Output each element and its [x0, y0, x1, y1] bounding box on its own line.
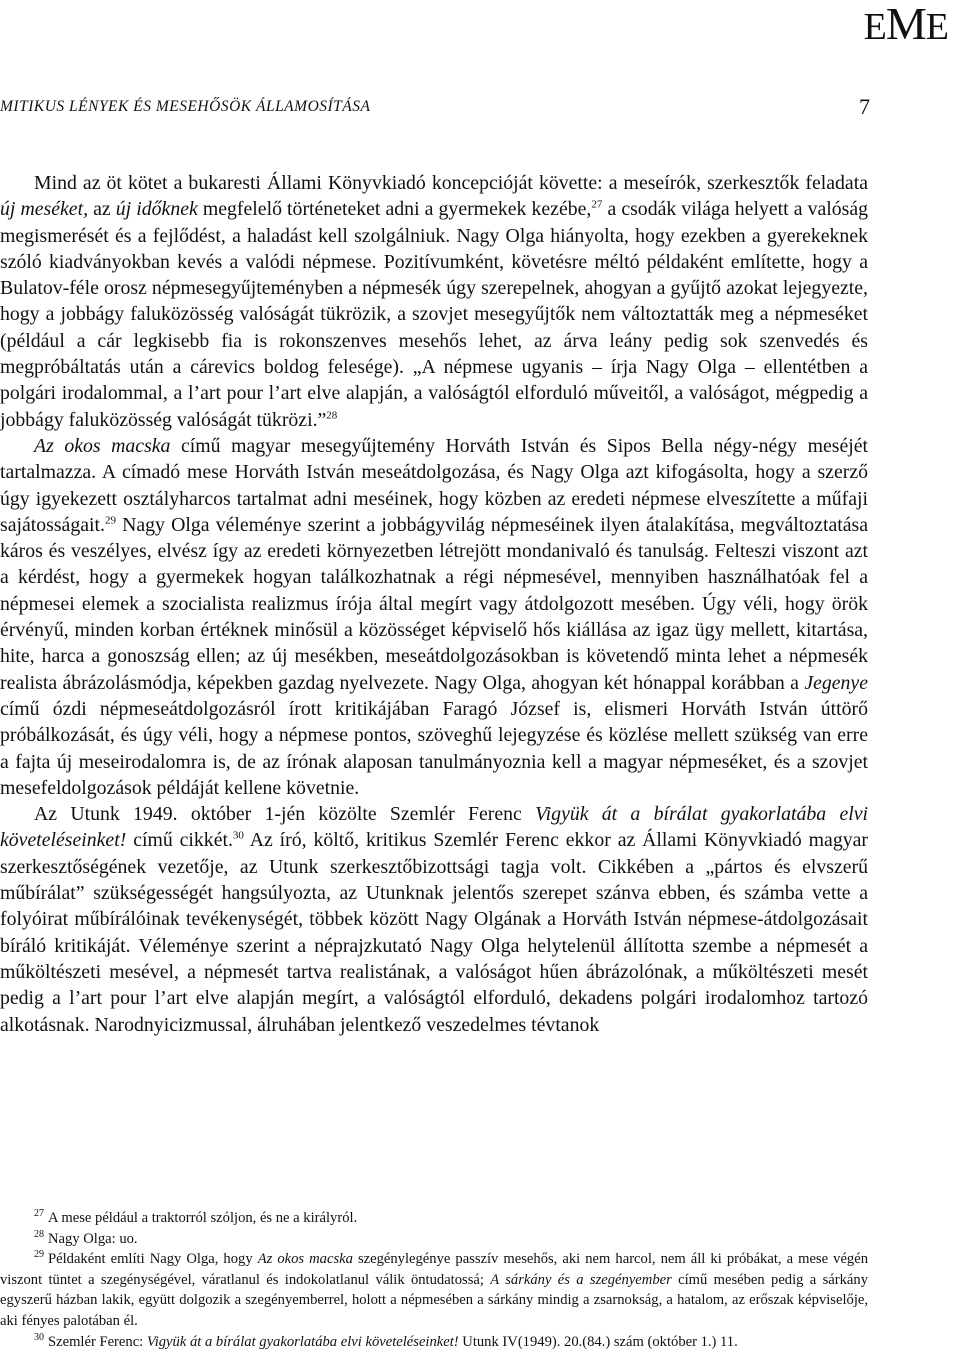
page-number: 7 [859, 94, 870, 119]
footnote-ref-27[interactable]: 27 [591, 198, 603, 211]
footnote-29: $^{29}$ Példaként említi Nagy Olga, hogy Az okos macska szegénylegénye passzív mesehős, aki nem harcol, nem áll ki próbákat, a mese végén viszont tüntet a szegénységével, váratlanul és indokolatlanul válik öntudatossá; A sárkány és a szegényember című mesében pedig a sárkány egyszerű házban lakik, együtt dolgozik a szegényemberrel, holott a népmesében a sárkány mindig a zsarnokság, a hatalom, az erőszak képviselője, aki fényes palotában él. [0, 1249, 868, 1329]
footnotes [0, 1208, 868, 1352]
main-text [0, 170, 868, 1038]
footnote-ref-28[interactable]: 28 [326, 409, 338, 422]
footnote-ref-30[interactable]: 30 [232, 829, 244, 842]
footnote-ref-29[interactable]: 29 [104, 514, 116, 527]
footnote-30: $^{30}$ Szemlér Ferenc: Vigyük át a bírálat gyakorlatába elvi követeléseinket! Utunk IV(1949). 20.(84.) szám (október 1.) 11. [34, 1331, 738, 1350]
paragraph-3: Az Utunk 1949. október 1-jén közölte Szemlér Ferenc Vigyük át a bírálat gyakorlatába elvi követeléseinket! című cikkét.$^{30}$ Az író, költő, kritikus Szemlér Ferenc ekkor az Állami Könyvkiadó magyar szerkesztőségének vezetője, az Utunk szerkesztőbizottsági tagja volt. Cikkében a „pártos és elvszerű műbírálat” szükségességét hangsúlyozta, az Utunknak jelentős szerepet szánva ebben, és számba vette a folyóirat műbírálóinak tevékenységét, többek között Nagy Olgának a Horváth István népmese-átdolgozásait bíráló kritikáját. Véleménye szerint a néprajzkutató Nagy Olga helytelenül állította szembe a népmesét a műköltészeti mesével, a népmesét tartva realistának, a valóságot hűen ábrázolónak, a műköltészeti mesét pedig a l’art pour l’art elve alapján megírt, a valóságtól elforduló, dekadens polgári irodalomhoz tartozó alkotásnak. Narodnyicizmussal, álruhában jelentkező veszedelmes tévtanok [0, 803, 868, 1036]
paragraph-1: Mind az öt kötet a bukaresti Állami Könyvkiadó koncepcióját követte: a meseírók, szerkesztők feladata új meséket, az új időknek megfelelő történeteket adni a gyermekek kezébe,$^{27}$ a csodák világa helyett a valóság megismerését és a fejlődést, a haladást kell szolgálniuk. Nagy Olga hiányolta, hogy ezekben a gyerekeknek szóló kiadványokban kevés a valódi népmese. Pozitívumként, követésre méltó példaként említette, hogy a Bulatov-féle orosz népmesegyűjteményben a népmesék úgy szerepelnek, ahogyan a gyűjtő azokat lejegyezte, hogy a jobbágy faluközösség valóságát tükrözik, a szovjet mesegyűjtők nem változtatták meg a népmeséket (például a cár legkisebb fia is rokonszenves mesehős lehet, az árva leány pedig sok szenvedés és megpróbáltatás után a cárevics boldog felesége). „A népmese ugyanis – írja Nagy Olga – ellentétben a polgári irodalommal, a l’art pour l’art elve alapján, a valóságtól elforduló műveitől, a valóságot, mégpedig a jobbágy faluközösség valóságát tükrözi.”$^{28}$ [0, 172, 868, 431]
running-header: MITIKUS LÉNYEK ÉS MESEHŐSÖK ÁLLAMOSÍTÁSA [0, 98, 371, 115]
footnote-27: $^{27}$ A mese például a traktorról szóljon, és ne a királyról. [34, 1208, 358, 1226]
paragraph-2: Az okos macska című magyar mesegyűjtemény Horváth István és Sipos Bella négy-négy meséjét tartalmazza. A címadó mese Horváth István meseátdolgozása, és Nagy Olga azt kifogásolta, hogy a szerző úgy igyekezett osztályharcos tartalmat adni meséinek, hogy közben az eredeti népmese elveszítette a műfaji sajátosságait.$^{29}$ Nagy Olga véleménye szerint a jobbágyvilág népmeséinek ilyen átalakítása, megváltoztatása káros és veszélyes, elvész így az eredeti környezetben létrejött mondanivaló és tanulság. Felteszi viszont azt a kérdést, hogy a gyermekek hogyan találkozhatnak a régi népmesével, mennyiben használhatóak fel a népmesei elemek a szocialista realizmus írója által megírt vagy átdolgozott mesében. Úgy véli, hogy örök érvényű, minden korban értéknek minősül a közösséget képviselő hős kiállása az igaz ügy mellett, kitartása, hite, harca a gonoszság ellen; az új mesékben, meseátdolgozásokban is követendő minta lehet a népmesék realista ábrázolásmódja, képekben gazdag nyelvezete. Nagy Olga, ahogyan két hónappal korábban a Jegenye című ózdi népmeseátdolgozásról írott kritikájában Faragó József is, elismeri Horváth István úttörő próbálkozását, és úgy véli, hogy a népmese pontos, szöveghű lejegyzése és közlése mellett szükség van erre a fajta új meseirodalomra is, de az írónak alaposan tanulmányoznia kell a magyar népmeséket, és a szovjet mesefeldolgozások példáját kellene követnie. [0, 434, 868, 799]
publisher-logo: EME [863, 0, 948, 49]
footnote-28: $^{28}$ Nagy Olga: uo. [34, 1228, 138, 1247]
